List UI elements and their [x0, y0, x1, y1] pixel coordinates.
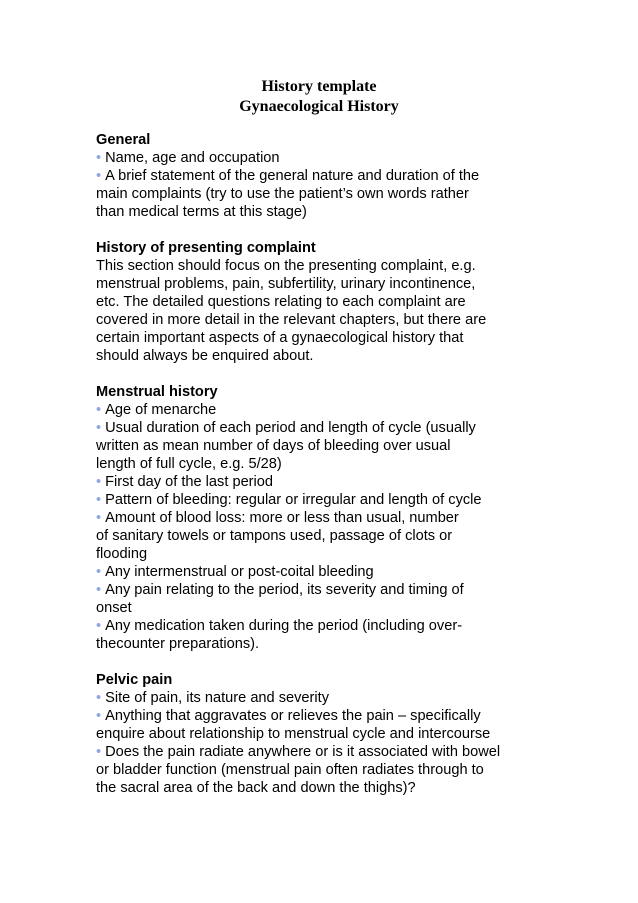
- bullet-text: Name, age and occupation: [105, 150, 280, 166]
- bullet-item: [96, 707, 566, 743]
- bullet-text: Any pain relating to the period, its severity and timing of onset: [96, 582, 464, 616]
- bullet-text: Amount of blood loss: more or less than usual, number of sanitary towels or tampons used, passage of clots or flooding: [96, 510, 459, 562]
- bullet-item: [96, 563, 566, 581]
- bullet-dot-icon: •: [96, 402, 102, 418]
- bullet-dot-icon: •: [96, 492, 102, 508]
- bullet-dot-icon: •: [96, 708, 102, 724]
- bullet-dot-icon: •: [96, 582, 102, 598]
- section-menstrual-history: [96, 383, 566, 653]
- bullet-text: Any medication taken during the period (including over- thecounter preparations).: [96, 618, 463, 652]
- bullet-item: [96, 581, 566, 617]
- document-title: History template: [261, 78, 377, 95]
- document-subtitle: Gynaecological History: [239, 98, 399, 115]
- section-heading: History of presenting complaint: [96, 240, 316, 256]
- bullet-item: [96, 419, 566, 473]
- bullet-dot-icon: •: [96, 510, 102, 526]
- section-presenting-complaint: [96, 239, 566, 365]
- bullet-dot-icon: •: [96, 150, 102, 166]
- bullet-text: First day of the last period: [105, 474, 274, 490]
- section-general: [96, 131, 566, 221]
- bullet-text: Any intermenstrual or post-coital bleeding: [105, 564, 374, 580]
- bullet-item: [96, 491, 566, 509]
- section-heading: General: [96, 132, 151, 148]
- bullet-item: [96, 689, 566, 707]
- bullet-item: [96, 149, 566, 167]
- bullet-item: [96, 509, 566, 563]
- bullet-dot-icon: •: [96, 690, 102, 706]
- bullet-dot-icon: •: [96, 420, 102, 436]
- bullet-dot-icon: •: [96, 744, 102, 760]
- document-page: [96, 77, 566, 815]
- bullet-item: [96, 401, 566, 419]
- bullet-text: Age of menarche: [105, 402, 217, 418]
- bullet-item: [96, 743, 566, 797]
- bullet-dot-icon: •: [96, 474, 102, 490]
- bullet-text: Does the pain radiate anywhere or is it associated with bowel or bladder function (menstrual pain often radiates through to the sacral area of the back and down the thighs)?: [96, 744, 501, 796]
- bullet-item: [96, 167, 566, 221]
- section-heading: Pelvic pain: [96, 672, 173, 688]
- bullet-item: [96, 473, 566, 491]
- bullet-text: Anything that aggravates or relieves the pain – specifically enquire about relationship to menstrual cycle and intercourse: [96, 708, 491, 742]
- title-block: [96, 77, 542, 117]
- bullet-dot-icon: •: [96, 168, 102, 184]
- bullet-text: Pattern of bleeding: regular or irregular and length of cycle: [105, 492, 482, 508]
- bullet-item: [96, 617, 566, 653]
- section-heading: Menstrual history: [96, 384, 218, 400]
- bullet-text: A brief statement of the general nature and duration of the main complaints (try to use the patient’s own words rather than medical terms at this stage): [96, 168, 480, 220]
- bullet-dot-icon: •: [96, 564, 102, 580]
- bullet-text: Site of pain, its nature and severity: [105, 690, 330, 706]
- bullet-text: Usual duration of each period and length of cycle (usually written as mean number of days of bleeding over usual length of full cycle, e.g. 5/28): [96, 420, 476, 472]
- bullet-dot-icon: •: [96, 618, 102, 634]
- section-paragraph: This section should focus on the presenting complaint, e.g. menstrual problems, pain, subfertility, urinary incontinence, etc. The detailed questions relating to each complaint are covered in more detail in the relevant chapters, but there are certain important aspects of a gynaecological history that should always be enquired about.: [96, 258, 487, 364]
- section-pelvic-pain: [96, 671, 566, 797]
